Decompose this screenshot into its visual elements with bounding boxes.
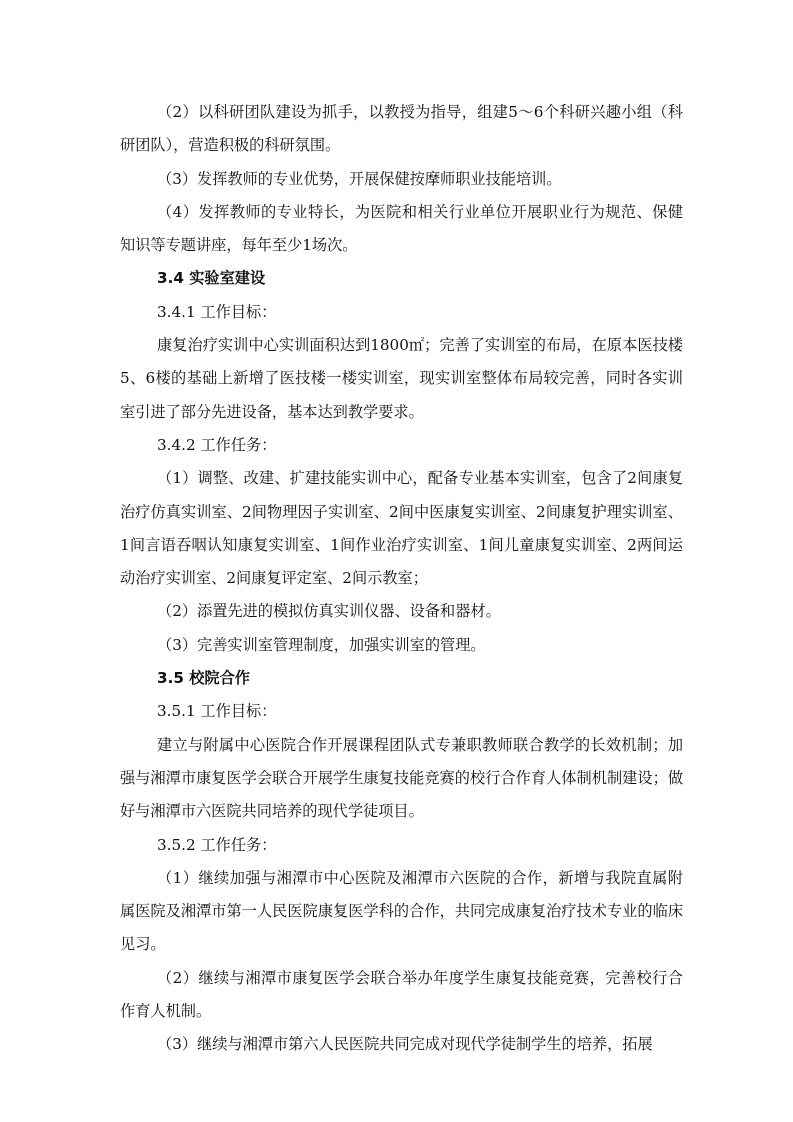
subheading-3-4-1: 3.4.1 工作目标： — [157, 302, 277, 321]
item-4-lectures: （4）发挥教师的专业特长，为医院和相关行业单位开展职业行为规范、保健知识等专题讲座，每年至少1场次。 — [120, 202, 683, 255]
lab-task-2: （2）添置先进的模拟仿真实训仪器、设备和器材。 — [157, 602, 501, 621]
coop-goal-paragraph: 建立与附属中心医院合作开展课程团队式专兼职教师联合教学的长效机制；加强与湘潭市康复医学会联合开展学生康复技能竞赛的校行合作育人体制机制建设；做好与湘潭市六医院共同培养的现代学徒项目。 — [120, 735, 683, 821]
item-2-research-team: （2）以科研团队建设为抓手，以教授为指导，组建5～6个科研兴趣小组（科研团队），营造积极的科研氛围。 — [120, 103, 683, 155]
lab-task-3: （3）完善实训室管理制度，加强实训室的管理。 — [157, 635, 486, 654]
item-3-training: （3）发挥教师的专业优势，开展保健按摩师职业技能培训。 — [157, 169, 562, 188]
lab-goal-paragraph: 康复治疗实训中心实训面积达到1800㎡；完善了实训室的布局，在原本医技楼5、6楼的基础上新增了医技楼一楼实训室，现实训室整体布局较完善，同时各实训室引进了部分先进设备，基本达到教学要求。 — [120, 336, 683, 421]
coop-task-2: （2）继续与湘潭市康复医学会联合举办年度学生康复技能竞赛，完善校行合作育人机制。 — [120, 968, 683, 1021]
section-3-5-heading: 3.5 校院合作 — [157, 669, 250, 688]
subheading-3-5-1: 3.5.1 工作目标： — [157, 702, 277, 721]
lab-task-1: （1）调整、改建、扩建技能实训中心，配备专业基本实训室，包含了2间康复治疗仿真实训室、2间物理因子实训室、2间中医康复实训室、2间康复护理实训室、1间言语吞咽认知康复实训室、1间作业治疗实训室、1间儿童康复实训室、2两间运动治疗实训室、2间康复评定室、2间示教室； — [120, 469, 683, 588]
subheading-3-5-2: 3.5.2 工作任务： — [157, 835, 277, 854]
coop-task-1: （1）继续加强与湘潭市中心医院及湘潭市六医院的合作，新增与我院直属附属医院及湘潭市第一人民医院康复医学科的合作，共同完成康复治疗技术专业的临床见习。 — [120, 868, 683, 954]
section-3-4-heading: 3.4 实验室建设 — [157, 269, 266, 288]
subheading-3-4-2: 3.4.2 工作任务： — [157, 435, 277, 454]
document-body — [120, 96, 683, 1062]
coop-task-3: （3）继续与湘潭市第六人民医院共同完成对现代学徒制学生的培养，拓展 — [157, 1035, 653, 1054]
